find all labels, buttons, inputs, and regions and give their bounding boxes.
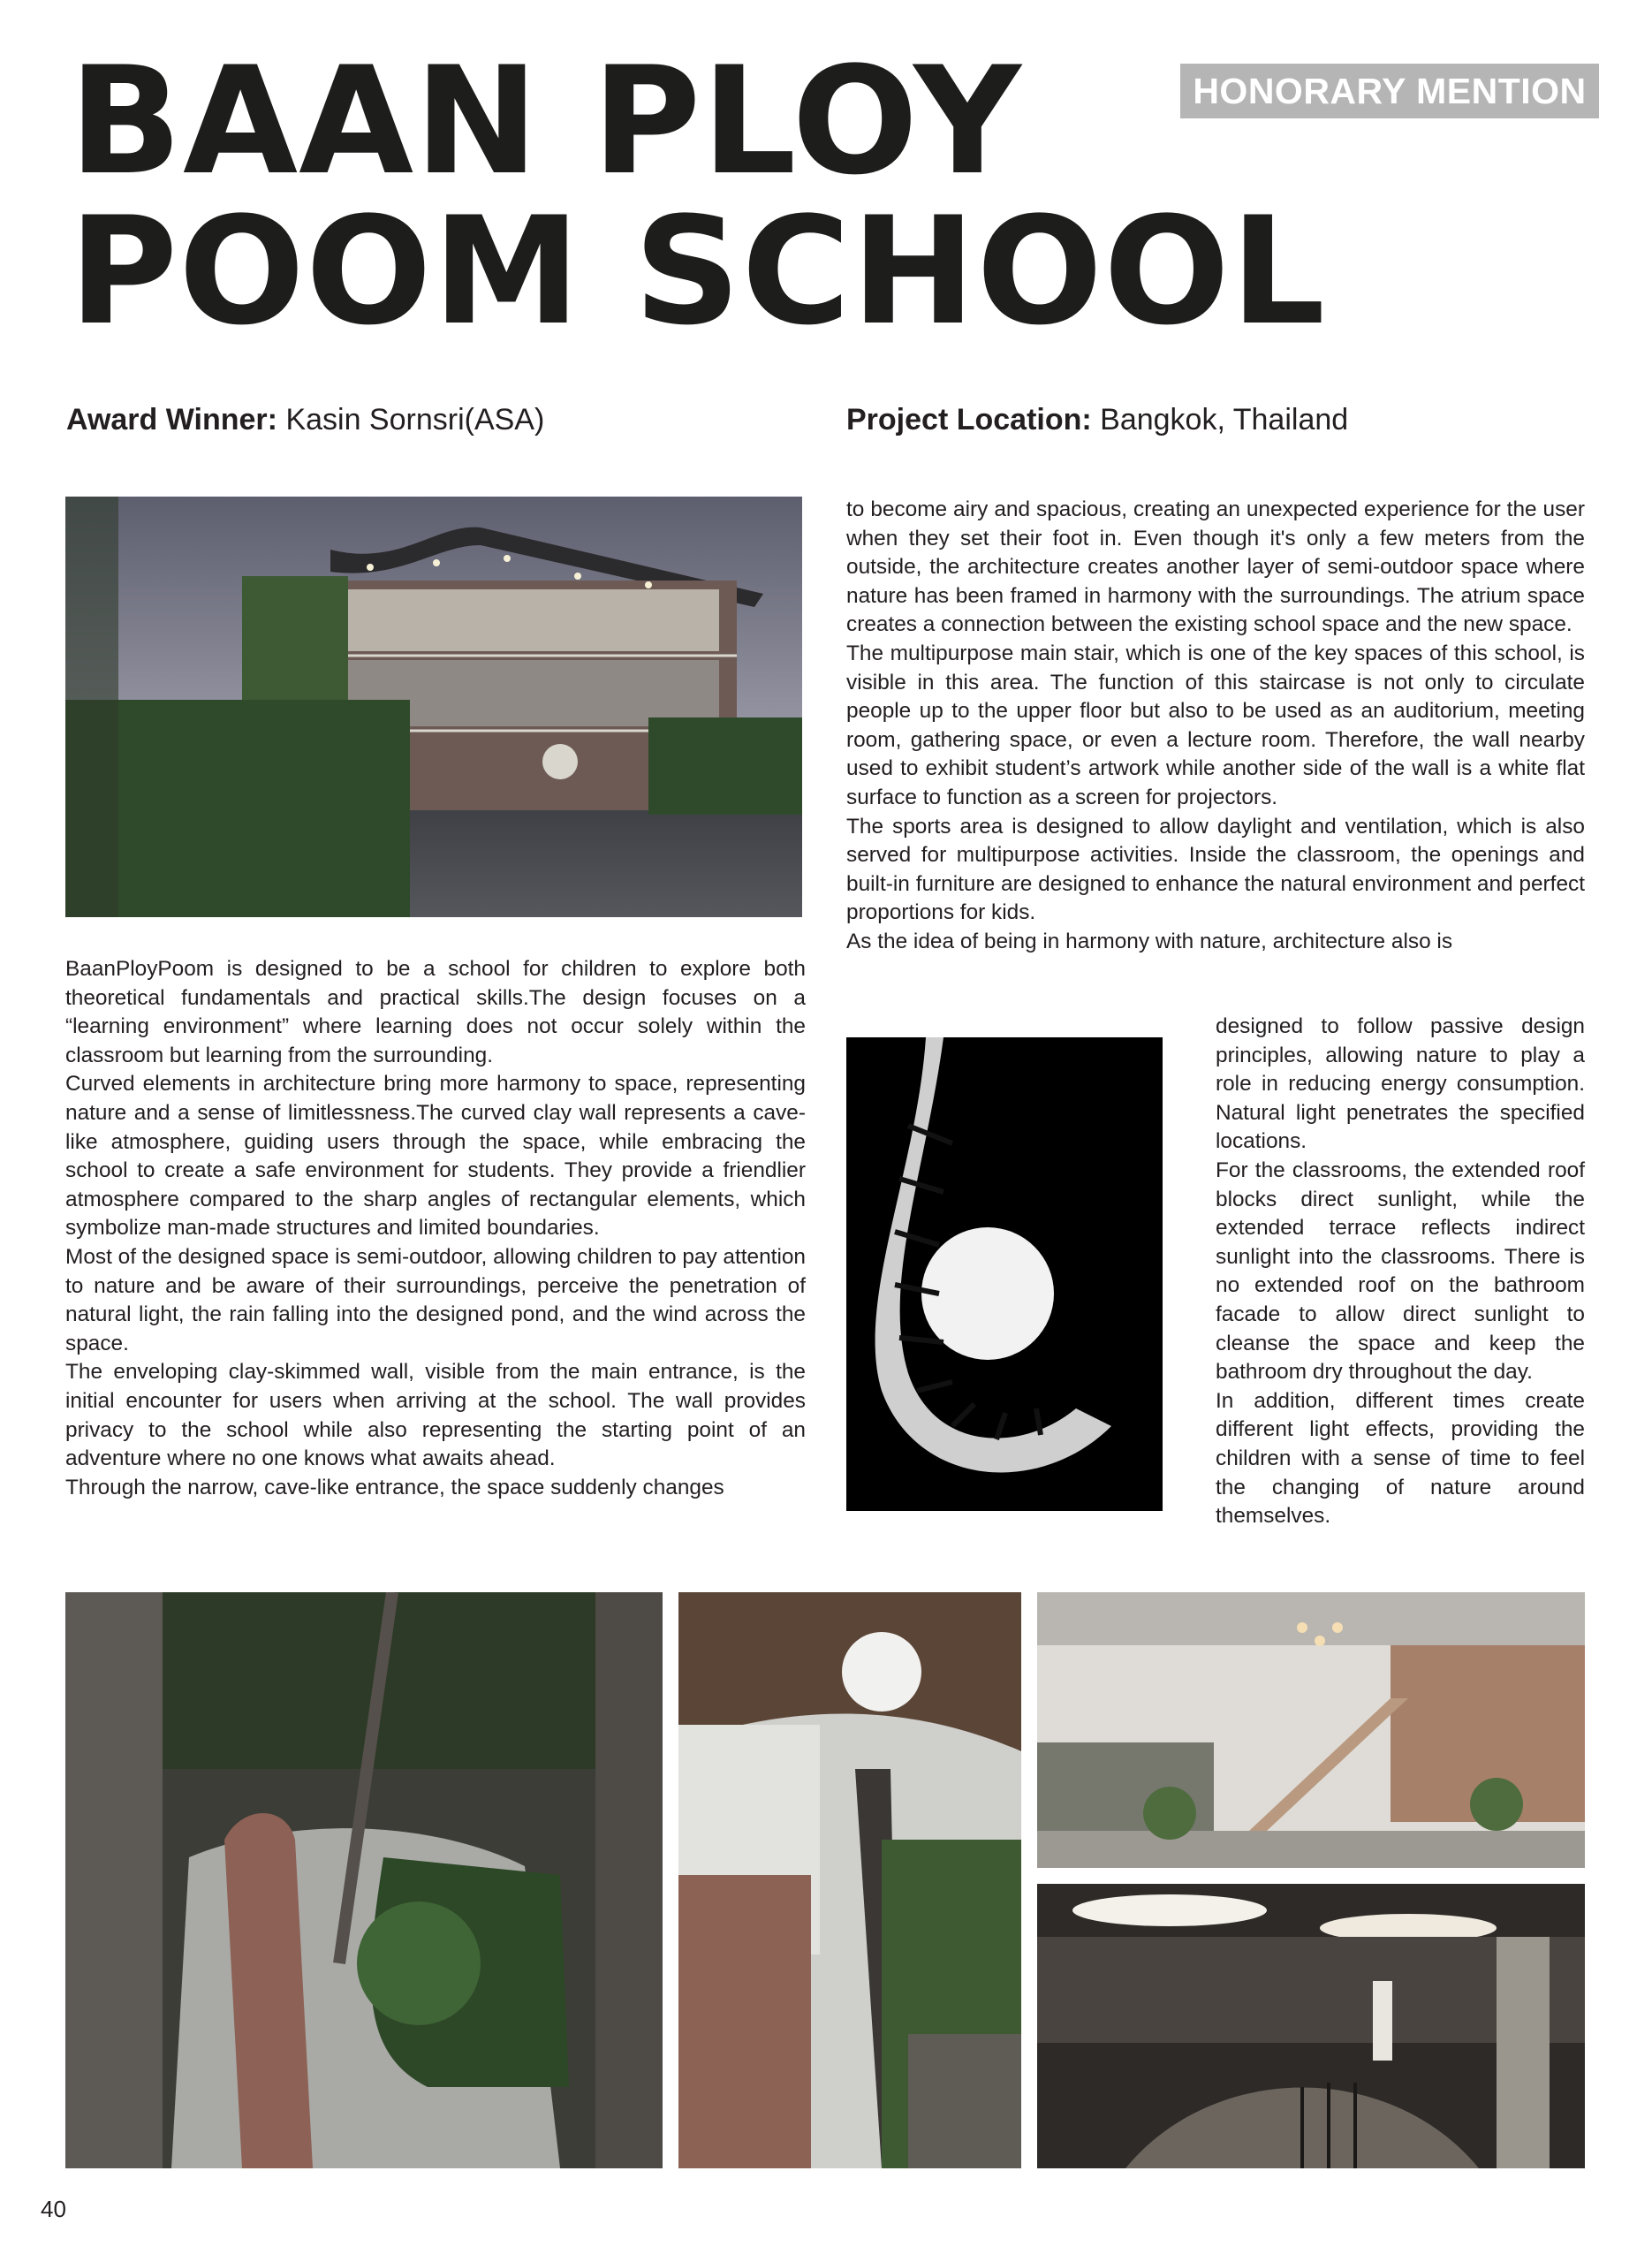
paragraph: Most of the designed space is semi-outdoor, allowing children to pay attention to nature and be aware of their surroundings, perceive the penetration of natural light, the rain falling into the designed pond, and the wind across the space. (65, 1244, 806, 1355)
award-winner-label: Award Winner: (66, 403, 277, 436)
paragraph: The enveloping clay-skimmed wall, visible from the main entrance, is the initial encounter for users when arriving at the school. The wall provides privacy to the school while also representing the starting point of an adventure where no one knows what awaits ahead. (65, 1360, 806, 1471)
paragraph: BaanPloyPoom is designed to be a school for children to explore both theoretical fundamentals and practical skills.The design focuses on a “learning environment” where learning does not occur solely within the classroom but learning from the surrounding. (65, 957, 806, 1067)
courtyard-aerial-photo (65, 1592, 663, 2168)
title-line-1: BAAN PLOY (69, 34, 1022, 208)
interior-skylight-photo (1037, 1884, 1585, 2168)
paragraph: The sports area is designed to allow daylight and ventilation, which is also served for multipurpose activities. Inside the classroom, the openings and built-in furniture are designed to enhance the natural environment and perfect proportions for kids. (846, 814, 1585, 925)
project-location (846, 403, 1348, 437)
paragraph: designed to follow passive design principles, allowing nature to play a role in reducing energy consumption. Natural light penetrates the specified locations. (1216, 1014, 1585, 1154)
paragraph: to become airy and spacious, creating an unexpected experience for the user when they set their foot in. Even though it's only a few meters from the outside, the architecture creates another layer of semi-outdoor space where nature has been framed in harmony with the surroundings. The atrium space creates a connection between the existing school space and the new space. (846, 497, 1585, 637)
project-location-value: Bangkok, Thailand (1100, 403, 1349, 436)
honorary-mention-badge: HONORARY MENTION (1180, 64, 1599, 118)
title-line-2: POOM SCHOOL (69, 185, 1327, 358)
tree-skylight-photo (678, 1592, 1021, 2168)
award-winner (66, 403, 544, 437)
staircase-photo (846, 1037, 1163, 1511)
paragraph: Through the narrow, cave-like entrance, the space suddenly changes (65, 1475, 724, 1499)
body-text-left (65, 955, 806, 1502)
award-winner-value: Kasin Sornsri(ASA) (285, 403, 545, 436)
body-text-right (846, 496, 1585, 957)
paragraph: For the classrooms, the extended roof blocks direct sunlight, while the extended terrace reflects indirect sunlight into the classrooms. There is no extended roof on the bathroom facade to allow direct sunlight to cleanse the space and keep the bathroom dry throughout the day. (1216, 1158, 1585, 1385)
interior-stair-photo (1037, 1592, 1585, 1868)
paragraph: As the idea of being in harmony with nature, architecture also is (846, 929, 1453, 953)
project-location-label: Project Location: (846, 403, 1092, 436)
paragraph: In addition, different times create different light effects, providing the children with a sense of time to feel the changing of nature around themselves. (1216, 1388, 1585, 1529)
body-text-narrow (1216, 1013, 1585, 1531)
page-number: 40 (41, 2196, 66, 2222)
paragraph: The multipurpose main stair, which is one of the key spaces of this school, is visible in this area. The function of this staircase is not only to circulate people up to the upper floor but also to be used as an auditorium, meeting room, gathering space, or even a lecture room. Therefore, the wall nearby used to exhibit student’s artwork while another side of the wall is a white flat surface to function as a screen for projectors. (846, 641, 1585, 809)
exterior-dusk-photo (65, 497, 802, 917)
paragraph: Curved elements in architecture bring more harmony to space, representing nature and a sense of limitlessness.The curved clay wall represents a cave-like atmosphere, guiding users through the space, while embracing the school to create a safe environment for students. They provide a friendlier atmosphere compared to the sharp angles of rectangular elements, which symbolize man-made structures and limited boundaries. (65, 1072, 806, 1241)
